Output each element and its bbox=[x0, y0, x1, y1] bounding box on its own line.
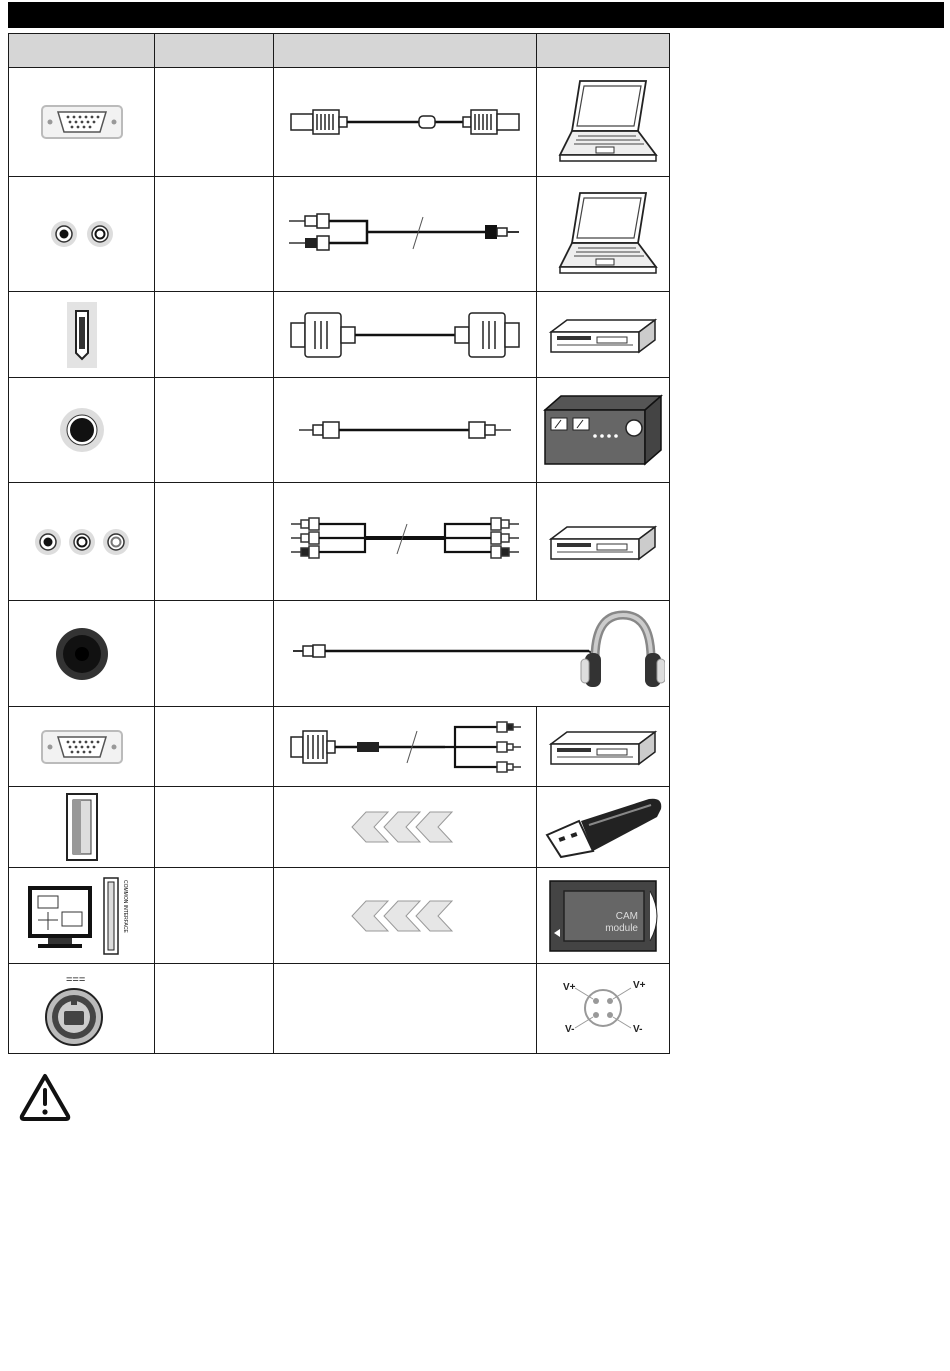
cable-cell bbox=[274, 68, 537, 177]
cable-cell bbox=[274, 868, 537, 964]
device-cell bbox=[537, 964, 670, 1054]
cable-cell bbox=[274, 177, 537, 292]
dc-polarity-diagram-icon bbox=[545, 974, 661, 1044]
laptop-icon bbox=[544, 75, 662, 169]
coaxial-rca-cable-icon bbox=[285, 415, 525, 445]
device-cell bbox=[537, 787, 670, 868]
table-row bbox=[9, 787, 670, 868]
headphone-cable-icon bbox=[279, 609, 665, 699]
port-cell bbox=[9, 68, 155, 177]
column-header-connector bbox=[9, 34, 155, 68]
type-cell bbox=[155, 964, 274, 1054]
table-row bbox=[9, 378, 670, 483]
table-header-row bbox=[9, 34, 670, 68]
cable-cell bbox=[274, 707, 537, 787]
table-row bbox=[9, 707, 670, 787]
table-row bbox=[9, 483, 670, 601]
table-row bbox=[9, 964, 670, 1054]
ci-slot-icon bbox=[24, 876, 140, 956]
av-rca-triple-icon bbox=[32, 525, 132, 559]
insert-arrows-icon bbox=[350, 899, 460, 933]
device-cell bbox=[537, 68, 670, 177]
media-player-icon bbox=[547, 312, 659, 358]
table-row bbox=[9, 601, 670, 707]
table-row bbox=[9, 868, 670, 964]
table-row bbox=[9, 292, 670, 378]
polarity-top-left: V+ bbox=[563, 981, 576, 993]
cam-label-line1: CAM bbox=[615, 910, 638, 922]
rca-to-jack-cable-icon bbox=[285, 209, 525, 259]
laptop-icon bbox=[544, 187, 662, 281]
port-cell bbox=[9, 483, 155, 601]
dc-input-port-icon bbox=[42, 969, 122, 1049]
device-cell bbox=[537, 292, 670, 378]
polarity-bottom-left: V- bbox=[565, 1023, 575, 1035]
dc-symbol: === bbox=[65, 973, 85, 986]
column-header-device bbox=[537, 34, 670, 68]
usb-port-icon bbox=[65, 792, 99, 862]
media-player-icon bbox=[547, 519, 659, 565]
device-cell bbox=[537, 707, 670, 787]
audio-amplifier-icon bbox=[541, 392, 665, 468]
cable-cell bbox=[274, 378, 537, 483]
usb-stick-icon bbox=[541, 795, 665, 859]
vga-to-rca-cable-icon bbox=[285, 717, 525, 777]
headphone-jack-icon bbox=[54, 626, 110, 682]
type-cell bbox=[155, 483, 274, 601]
column-header-type bbox=[155, 34, 274, 68]
table-row bbox=[9, 68, 670, 177]
port-cell bbox=[9, 177, 155, 292]
port-cell bbox=[9, 707, 155, 787]
type-cell bbox=[155, 707, 274, 787]
port-cell bbox=[9, 378, 155, 483]
type-cell bbox=[155, 601, 274, 707]
port-cell bbox=[9, 787, 155, 868]
header-bar bbox=[8, 2, 944, 28]
insert-arrows-icon bbox=[350, 810, 460, 844]
type-cell bbox=[155, 177, 274, 292]
type-cell bbox=[155, 868, 274, 964]
side-av-port-icon bbox=[40, 727, 124, 767]
column-header-cables bbox=[274, 34, 537, 68]
headphones-icon bbox=[581, 615, 665, 687]
cable-cell bbox=[274, 483, 537, 601]
table-row bbox=[9, 177, 670, 292]
port-cell bbox=[9, 292, 155, 378]
port-cell bbox=[9, 601, 155, 707]
warning-triangle-icon bbox=[18, 1072, 72, 1122]
spdif-coaxial-port-icon bbox=[58, 406, 106, 454]
type-cell bbox=[155, 292, 274, 378]
device-cell bbox=[537, 483, 670, 601]
polarity-bottom-right: V- bbox=[633, 1023, 643, 1035]
hdmi-cable-icon bbox=[285, 305, 525, 365]
type-cell bbox=[155, 68, 274, 177]
vga-port-icon bbox=[40, 102, 124, 142]
cable-cell bbox=[274, 292, 537, 378]
vga-cable-icon bbox=[285, 102, 525, 142]
polarity-top-right: V+ bbox=[633, 979, 646, 991]
connections-table bbox=[8, 33, 670, 1054]
ci-slot-label: COMMON INTERFACE bbox=[121, 879, 128, 933]
port-cell bbox=[9, 964, 155, 1054]
av-rca-triple-cable-icon bbox=[285, 514, 525, 570]
device-cell bbox=[537, 378, 670, 483]
hdmi-port-icon bbox=[66, 301, 98, 369]
media-player-icon bbox=[547, 724, 659, 770]
device-cell bbox=[537, 868, 670, 964]
device-cell bbox=[537, 177, 670, 292]
cable-cell bbox=[274, 964, 537, 1054]
cable-cell bbox=[274, 787, 537, 868]
cable-and-device-cell bbox=[274, 601, 670, 707]
type-cell bbox=[155, 378, 274, 483]
type-cell bbox=[155, 787, 274, 868]
cam-module-icon bbox=[546, 877, 660, 955]
port-cell bbox=[9, 868, 155, 964]
audio-rca-pair-icon bbox=[47, 217, 117, 251]
cam-label-line2: module bbox=[605, 922, 638, 934]
